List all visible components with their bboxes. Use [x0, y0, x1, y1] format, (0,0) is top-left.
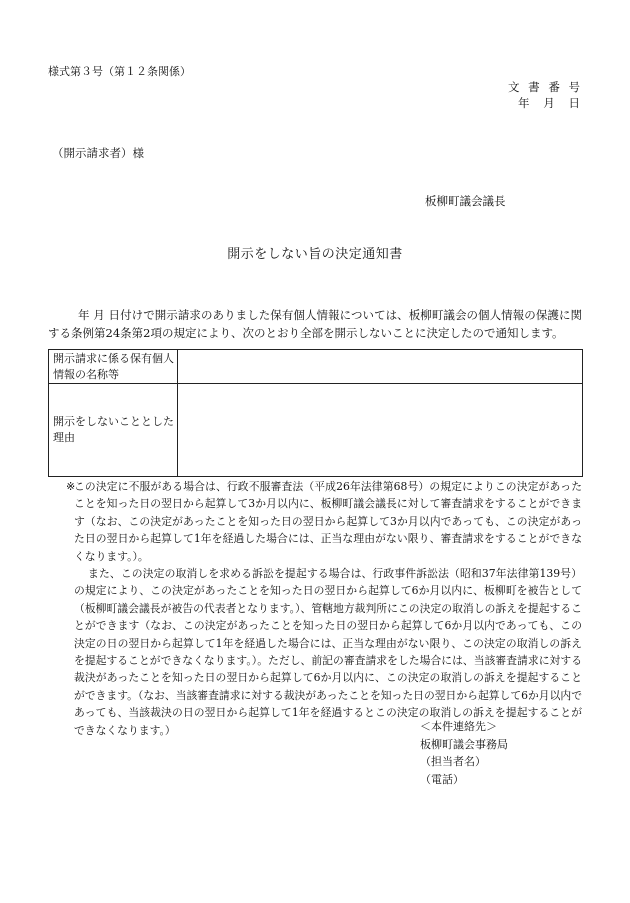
document-title: 開示をしない旨の決定通知書: [227, 247, 403, 262]
contact-phone: （電話）: [420, 772, 464, 786]
contact-person: （担当者名）: [420, 755, 486, 768]
document-date-label: 年月日: [518, 96, 580, 110]
recipient-name: （開示請求者）様: [52, 146, 144, 160]
contact-block: [420, 718, 508, 788]
document-number-label: 文書番号: [508, 80, 580, 94]
reason-label: 開示をしないこととした理由: [49, 384, 178, 477]
table-row: [49, 384, 583, 477]
note-mark: ※: [66, 480, 76, 493]
sender-name: 板柳町議会議長: [425, 194, 506, 208]
notes-section: [48, 478, 582, 739]
info-name-value: [178, 350, 583, 384]
info-table: [48, 349, 583, 477]
info-name-label: 開示請求に係る保有個人情報の名称等: [49, 350, 178, 384]
reason-value: [178, 384, 583, 477]
notice-body: 年 月 日付けで開示請求のありました保有個人情報については、板柳町議会の個人情報の保護に関する条例第24条第2項の規定により、次のとおり全部を開示しないことに決定したので通知します。: [48, 308, 582, 340]
contact-office: 板柳町議会事務局: [420, 737, 508, 751]
contact-heading: ＜本件連絡先＞: [420, 720, 497, 733]
table-row: [49, 350, 583, 384]
note-appeal-text: この決定に不服がある場合は、行政不服審査法（平成26年法律第68号）の規定によりこの決定があったことを知った日の翌日から起算して3か月以内に、板柳町議会議長に対して審査請求をすることができます（なお、この決定があったことを知った日の翌日から起算して3か月以内であっても、この決定があった日の翌日から起算して1年を経過した場合には、正当な理由がない限り、審査請求をすることができなくなります。）。: [74, 480, 582, 563]
note-appeal: [48, 478, 582, 565]
form-number-label: 様式第３号（第１２条関係）: [48, 65, 191, 78]
note-lawsuit: また、この決定の取消しを求める訴訟を提起する場合は、行政事件訴訟法（昭和37年法律第139号）の規定により、この決定があったことを知った日の翌日から起算して6か月以内に、板柳町を被告として（板柳町議会議長が被告の代表者となります。）、管轄地方裁判所にこの決定の取消しの訴えを提起することができます（なお、この決定があったことを知った日の翌日から起算して6か月以内であっても、この決定の日の翌日から起算して1年を経過した場合には、正当な理由がない限り、この決定の取消しの訴えを提起することができなくなります。）。ただし、前記の審査請求をした場合には、当該審査請求に対する裁決があったことを知った日の翌日から起算して6か月以内に、この決定の取消しの訴えを提起することができます。（なお、当該審査請求に対する裁決があったことを知った日の翌日から起算して6か月以内であっても、当該裁決の日の翌日から起算して1年を経過するとこの決定の取消しの訴えを提起することができなくなります。）: [74, 567, 582, 737]
